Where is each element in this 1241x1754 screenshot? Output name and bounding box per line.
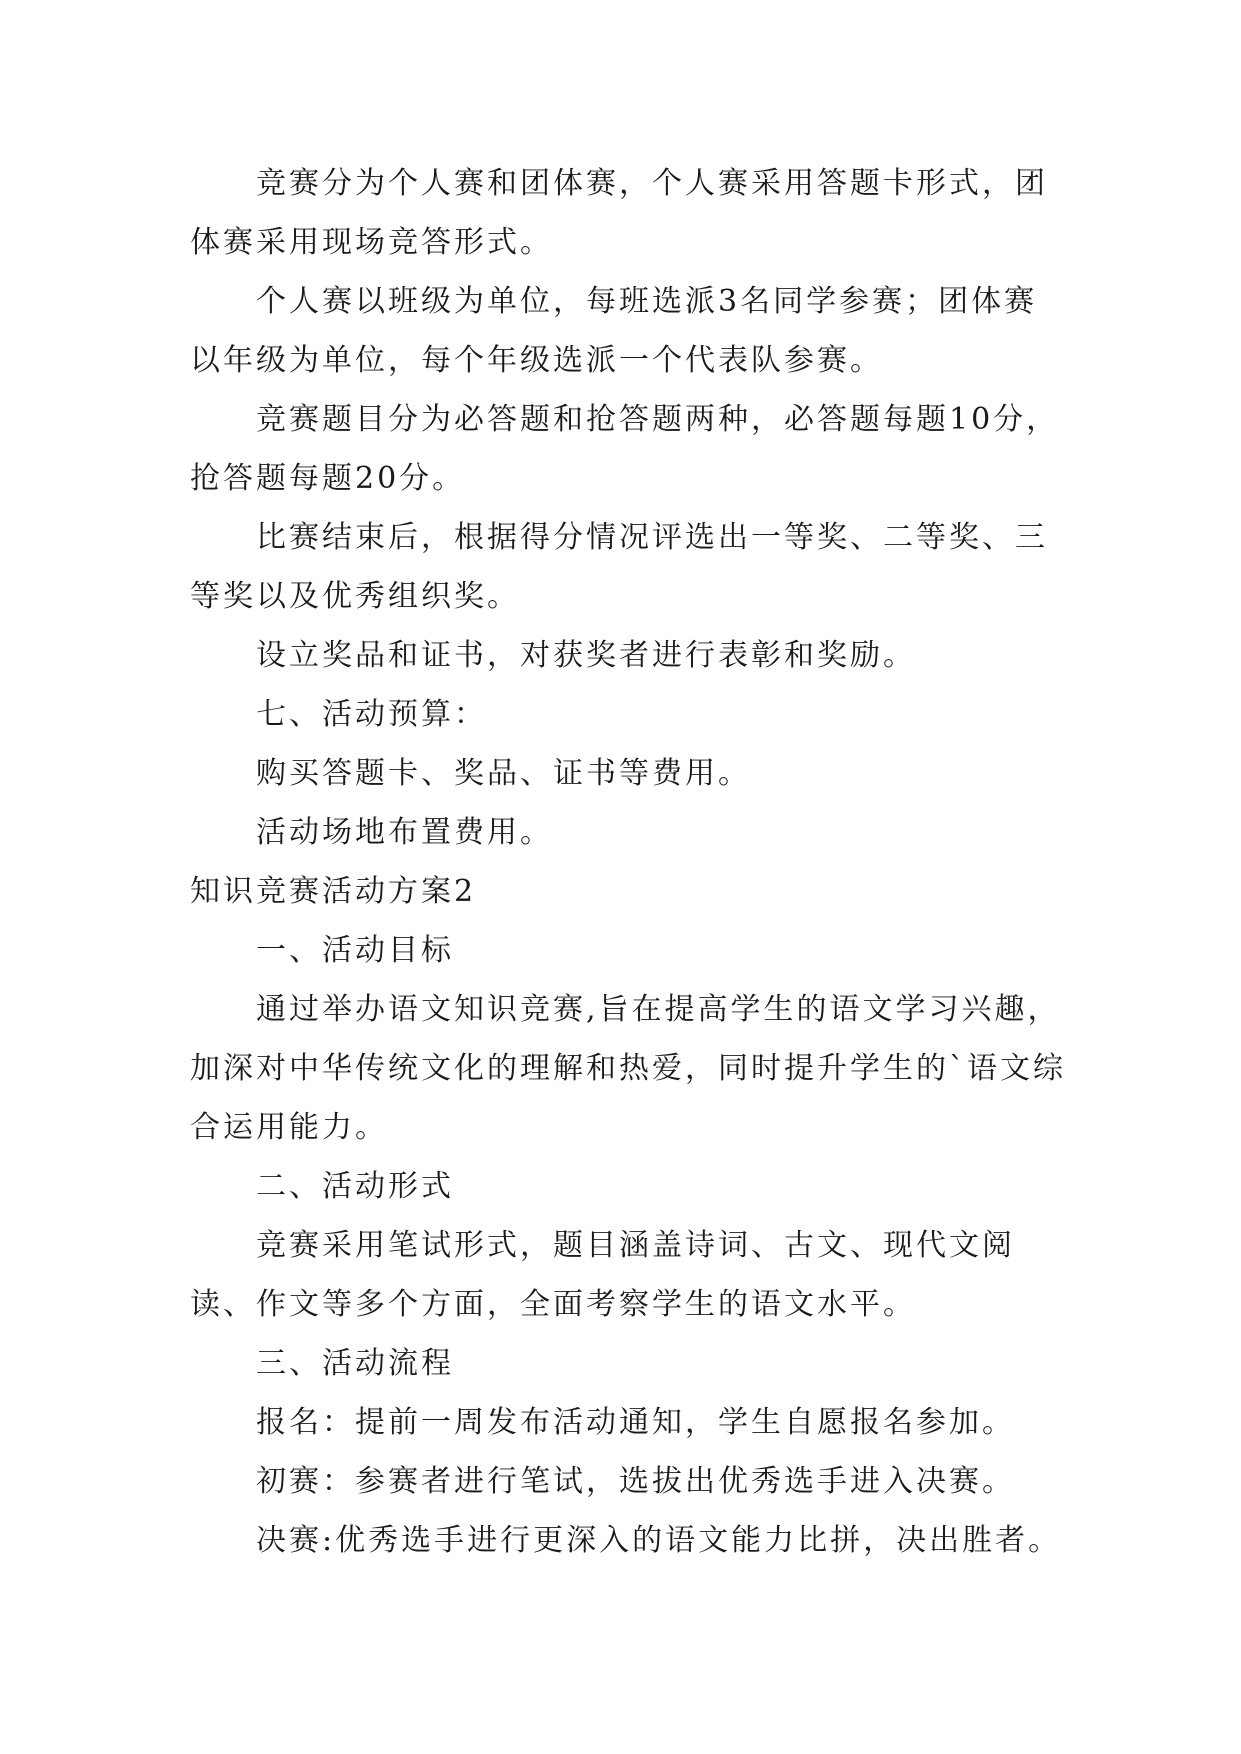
section-heading-goal: 一、活动目标	[256, 933, 454, 968]
section-heading-budget: 七、活动预算：	[256, 697, 487, 732]
document-body	[190, 154, 1070, 1570]
paragraph: 比赛结束后，根据得分情况评选出一等奖、二等奖、三等奖以及优秀组织奖。	[190, 520, 1048, 614]
paragraph: 竞赛题目分为必答题和抢答题两种，必答题每题10分，抢答题每题20分。	[190, 402, 1060, 496]
paragraph: 通过举办语文知识竞赛,旨在提高学生的语文学习兴趣，加深对中华传统文化的理解和热爱，同时提升学生的`语文综合运用能力。	[190, 992, 1066, 1145]
paragraph: 决赛:优秀选手进行更深入的语文能力比拼，决出胜者。	[256, 1523, 1062, 1558]
paragraph: 报名：提前一周发布活动通知，学生自愿报名参加。	[256, 1405, 1015, 1440]
paragraph: 个人赛以班级为单位，每班选派3名同学参赛；团体赛以年级为单位，每个年级选派一个代表队参赛。	[190, 284, 1038, 378]
paragraph: 设立奖品和证书，对获奖者进行表彰和奖励。	[256, 638, 916, 673]
paragraph: 购买答题卡、奖品、证书等费用。	[256, 756, 751, 791]
paragraph: 初赛：参赛者进行笔试，选拔出优秀选手进入决赛。	[256, 1464, 1015, 1499]
section-heading-process: 三、活动流程	[256, 1346, 454, 1381]
paragraph: 活动场地布置费用。	[256, 815, 553, 850]
section-heading-format: 二、活动形式	[256, 1169, 454, 1204]
paragraph: 竞赛分为个人赛和团体赛，个人赛采用答题卡形式，团体赛采用现场竞答形式。	[190, 166, 1048, 260]
document-title: 知识竞赛活动方案2	[190, 874, 477, 909]
paragraph: 竞赛采用笔试形式，题目涵盖诗词、古文、现代文阅读、作文等多个方面，全面考察学生的语文水平。	[190, 1228, 1015, 1322]
